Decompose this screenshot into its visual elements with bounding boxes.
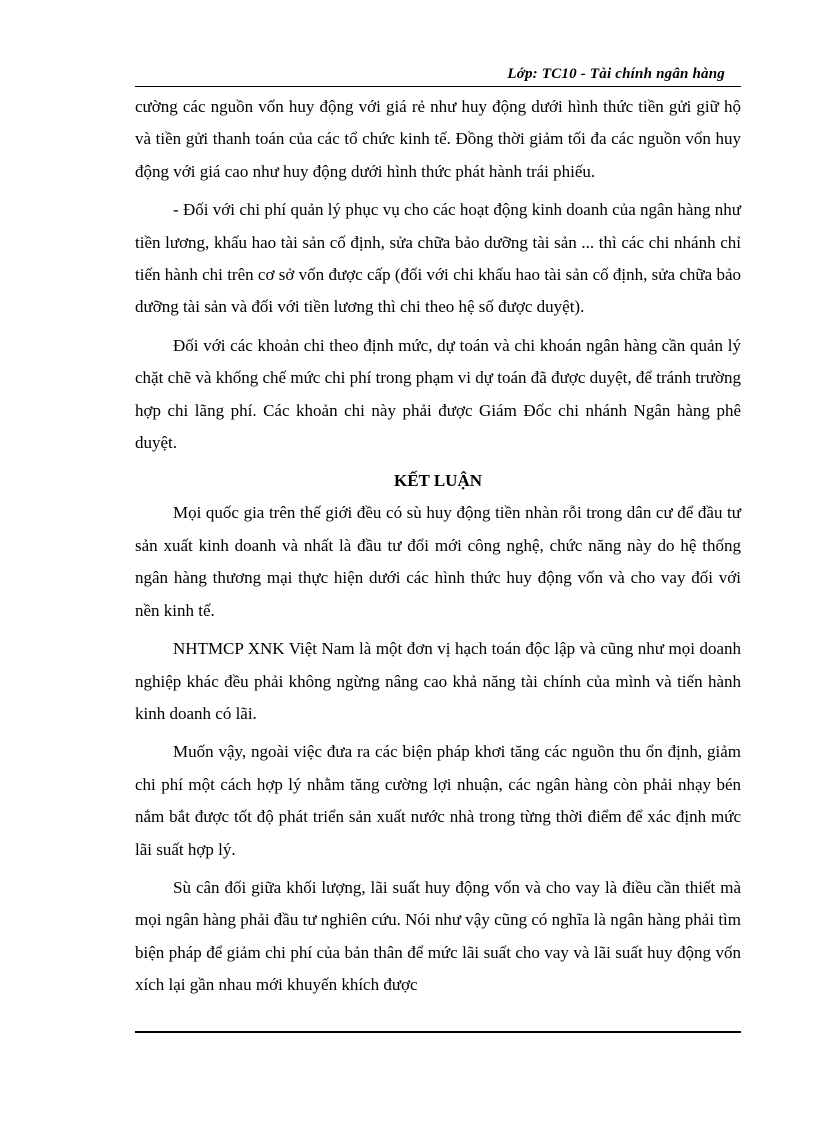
footer-divider [135, 1031, 741, 1033]
paragraph-conclusion-1: Mọi quốc gia trên thế giới đều có sù huy động tiền nhàn rỗi trong dân cư để đầu tư sản xuất kinh doanh và nhất là đầu tư đổi mới công nghệ, chức năng này do hệ thống ngân hàng thương mại thực hiện dưới các hình thức huy động vốn và cho vay đối với nền kinh tế. [135, 503, 741, 620]
paragraph-management-costs: - Đối với chi phí quản lý phục vụ cho các hoạt động kinh doanh của ngân hàng như tiền lương, khấu hao tài sản cố định, sửa chữa bảo dưỡng tài sản ... thì các chi nhánh chỉ tiến hành chi trên cơ sở vốn được cấp (đối với chi khấu hao tài sản cố định, sửa chữa bảo dưỡng tài sản và đối với tiền lương thì chi theo hệ số được duyệt). [135, 200, 741, 317]
header-class-label: Lớp: TC10 - Tài chính ngân hàng [507, 66, 725, 82]
paragraph-continued: cường các nguồn vốn huy động với giá rẻ như huy động dưới hình thức tiền gửi giữ hộ và tiền gửi thanh toán của các tổ chức kinh tế. Đồng thời giảm tối đa các nguồn vốn huy động với giá cao như huy động dưới hình thức phát hành trái phiếu. [135, 97, 741, 181]
paragraph-conclusion-2: NHTMCP XNK Việt Nam là một đơn vị hạch toán độc lập và cũng như mọi doanh nghiệp khác đều phải không ngừng nâng cao khả năng tài chính của mình và tiến hành kinh doanh có lãi. [135, 639, 741, 723]
conclusion-heading: KẾT LUẬN [393, 471, 482, 491]
paragraph-quota-costs: Đối với các khoản chi theo định mức, dự toán và chi khoán ngân hàng cần quản lý chặt chẽ và khống chế mức chi phí trong phạm vi dự toán đã được duyệt, để tránh trường hợp chi lãng phí. Các khoản chi này phải được Giám Đốc chi nhánh Ngân hàng phê duyệt. [135, 335, 741, 453]
paragraph-conclusion-3: Muốn vậy, ngoài việc đưa ra các biện pháp khơi tăng các nguồn thu ổn định, giảm chi phí một cách hợp lý nhằm tăng cường lợi nhuận, các ngân hàng còn phải nhạy bén nắm bắt được tốt độ phát triển sản xuất nước nhà trong từng thời điểm để xác định mức lãi suất hợp lý. [135, 742, 741, 859]
document-body [135, 91, 741, 1008]
page-header [135, 64, 741, 87]
paragraph-conclusion-4: Sù cân đối giữa khối lượng, lãi suất huy động vốn và cho vay là điều cần thiết mà mọi ngân hàng phải đầu tư nghiên cứu. Nói như vậy cũng có nghĩa là ngân hàng phải tìm biện pháp để giảm chi phí của bản thân để mức lãi suất cho vay và lãi suất huy động vốn xích lại gần nhau mới khuyến khích được [135, 877, 741, 995]
